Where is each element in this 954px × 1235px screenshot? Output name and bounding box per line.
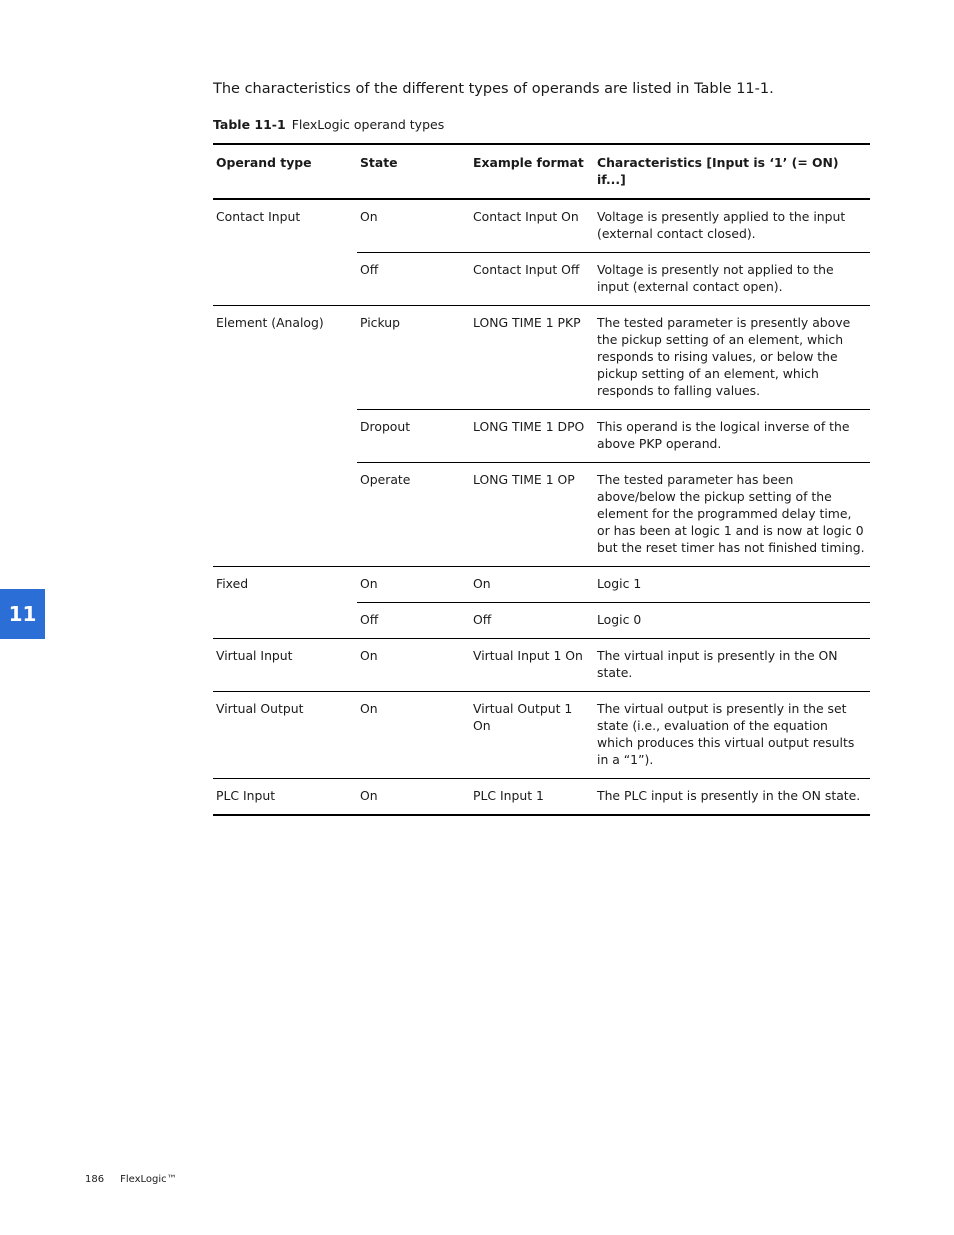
cell-characteristics: Voltage is presently applied to the input (external contact closed).: [594, 199, 870, 253]
cell-example-format: Off: [470, 603, 594, 639]
table-row: [213, 306, 870, 410]
cell-characteristics: The PLC input is presently in the ON state.: [594, 779, 870, 816]
table-header-row: [213, 144, 870, 199]
table-caption-number: Table 11-1: [213, 117, 286, 132]
table-row: [213, 199, 870, 253]
table-row: [213, 639, 870, 692]
cell-example-format: On: [470, 567, 594, 603]
cell-operand-type: Virtual Input: [213, 639, 357, 692]
cell-example-format: LONG TIME 1 DPO: [470, 410, 594, 463]
chapter-tab: 11: [0, 589, 45, 639]
cell-characteristics: The tested parameter has been above/below the pickup setting of the element for the programmed delay time, or has been at logic 1 and is now at logic 0 but the reset timer has not finished timing.: [594, 463, 870, 567]
cell-state: On: [357, 779, 470, 816]
cell-characteristics: The tested parameter is presently above the pickup setting of an element, which responds to rising values, or below the pickup setting of an element, which responds to falling values.: [594, 306, 870, 410]
page-number: 186: [85, 1174, 105, 1185]
cell-state: On: [357, 199, 470, 253]
cell-state: On: [357, 639, 470, 692]
cell-characteristics: Voltage is presently not applied to the input (external contact open).: [594, 253, 870, 306]
cell-state: On: [357, 692, 470, 779]
table-row: [213, 692, 870, 779]
table-caption: [213, 117, 444, 133]
cell-state: On: [357, 567, 470, 603]
cell-example-format: LONG TIME 1 OP: [470, 463, 594, 567]
cell-operand-type: Fixed: [213, 567, 357, 639]
cell-example-format: LONG TIME 1 PKP: [470, 306, 594, 410]
footer-doc-name: FlexLogic™: [120, 1174, 177, 1185]
operand-types-table: [213, 143, 870, 816]
cell-state: Off: [357, 253, 470, 306]
cell-characteristics: This operand is the logical inverse of the above PKP operand.: [594, 410, 870, 463]
cell-state: Pickup: [357, 306, 470, 410]
cell-characteristics: The virtual input is presently in the ON state.: [594, 639, 870, 692]
page-footer: [85, 1174, 177, 1185]
cell-example-format: Virtual Input 1 On: [470, 639, 594, 692]
cell-operand-type: Contact Input: [213, 199, 357, 306]
table-row: [213, 779, 870, 816]
cell-state: Operate: [357, 463, 470, 567]
cell-operand-type: PLC Input: [213, 779, 357, 816]
cell-example-format: Virtual Output 1 On: [470, 692, 594, 779]
header-state: State: [357, 144, 470, 199]
cell-characteristics: Logic 0: [594, 603, 870, 639]
table-caption-title: FlexLogic operand types: [291, 117, 445, 132]
cell-example-format: Contact Input On: [470, 199, 594, 253]
header-example-format: Example format: [470, 144, 594, 199]
cell-characteristics: Logic 1: [594, 567, 870, 603]
cell-example-format: PLC Input 1: [470, 779, 594, 816]
cell-state: Off: [357, 603, 470, 639]
intro-paragraph: The characteristics of the different types of operands are listed in Table 11-1.: [213, 81, 774, 97]
cell-state: Dropout: [357, 410, 470, 463]
cell-characteristics: The virtual output is presently in the set state (i.e., evaluation of the equation which produces this virtual output results in a “1”).: [594, 692, 870, 779]
table-body: [213, 199, 870, 815]
header-characteristics: Characteristics [Input is ‘1’ (= ON) if...]: [594, 144, 870, 199]
header-operand-type: Operand type: [213, 144, 357, 199]
cell-operand-type: Virtual Output: [213, 692, 357, 779]
table-row: [213, 567, 870, 603]
cell-example-format: Contact Input Off: [470, 253, 594, 306]
cell-operand-type: Element (Analog): [213, 306, 357, 567]
